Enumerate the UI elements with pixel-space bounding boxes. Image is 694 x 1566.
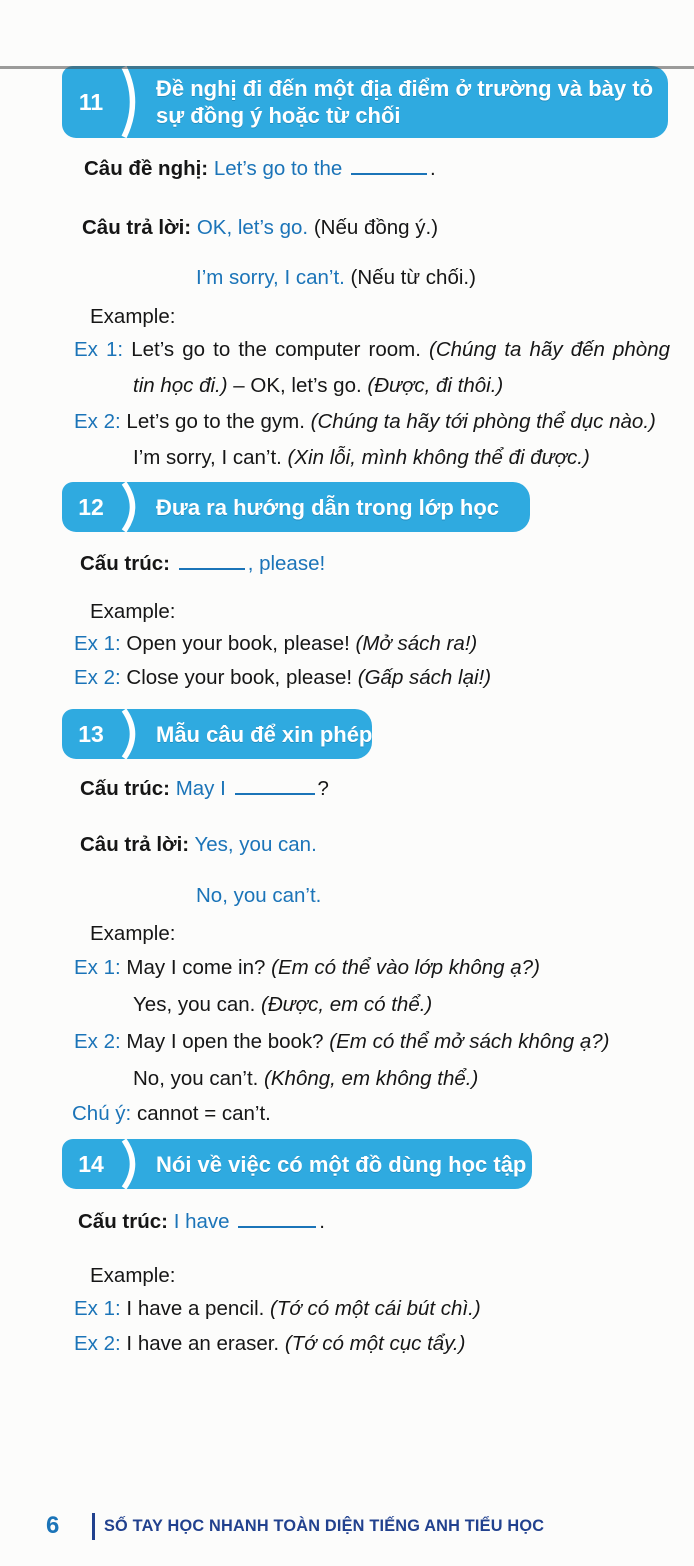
answer-yes-text: Yes, you can. [194,833,317,856]
structure-prefix: I have [173,1210,230,1233]
section-title: Mẫu câu để xin phép [156,721,372,747]
example-2-line2 [133,1060,694,1097]
example-1-vietnamese: (Tớ có một cái bút chì.) [270,1297,481,1320]
section-14-banner [62,1139,532,1189]
example-1-line2 [133,986,694,1023]
example-1-vietnamese: (Mở sách ra!) [355,632,478,655]
suggest-end: . [429,157,436,180]
example-heading [90,302,694,332]
example-2-label: Ex 2: [74,666,121,689]
section-13-banner [62,709,372,759]
example-1-label: Ex 1: [74,632,121,655]
section-12-banner [62,482,530,532]
page-footer [46,1512,544,1540]
example-label: Example: [90,600,176,623]
structure-end: . [319,1210,325,1233]
example-2-vietnamese: (Chúng ta hãy tới phòng thể dục nào.) [310,410,656,433]
example-1-vietnamese-part1: (Chúng ta hãy đến phòng [429,338,670,361]
example-2-label: Ex 2: [74,1030,121,1053]
section-11-banner [62,66,668,138]
structure-label: Cấu trúc: [80,777,170,800]
answer-yes-row [80,830,694,860]
example-2-label: Ex 2: [74,1332,121,1355]
example-2-english: Let’s go to the gym. [126,410,305,433]
section-title-line1: Đề nghị đi đến một địa điểm ở trường và bày tỏ [156,76,654,101]
answer-no-note: (Nếu từ chối.) [350,266,476,289]
answer-no-row [196,263,694,293]
blank-underline [351,161,427,175]
example-label: Example: [90,305,176,328]
example-2-english: May I open the book? [126,1030,324,1053]
section-title: Đưa ra hướng dẫn trong lớp học [156,494,500,520]
answer-no-row [196,881,694,911]
section-14 [0,1139,694,1361]
section-12 [0,482,694,695]
structure-suffix: , please! [247,552,326,575]
example-1-vietnamese: (Em có thể vào lớp không ạ?) [271,956,540,979]
example-heading [90,919,694,949]
example-2-reply-vietnamese: (Không, em không thể.) [264,1067,479,1090]
section-number-badge: 13 [78,720,104,747]
example-2-english: I have an eraser. [126,1332,280,1355]
example-1-label: Ex 1: [74,338,124,361]
structure-label: Cấu trúc: [78,1210,168,1233]
example-1-line [74,1291,694,1326]
example-2-line1 [74,404,694,440]
section-number-badge: 11 [78,88,104,115]
example-1-vietnamese-part2: tin học đi.) [133,374,228,397]
answer-no-text: No, you can’t. [196,884,322,907]
blank-underline [235,781,315,795]
answer-label: Câu trả lời: [80,833,190,856]
answer-yes-note: (Nếu đồng ý.) [313,216,439,239]
example-2-line [74,1326,694,1361]
structure-row [78,1207,694,1237]
note-text: cannot = can’t. [136,1102,271,1125]
example-2-line2 [133,440,694,476]
parenthesis-divider-icon [120,1139,142,1189]
page-number: 6 [46,1512,60,1539]
example-1-line2 [74,368,670,404]
answer-yes-text: OK, let’s go. [196,216,309,239]
example-1-label: Ex 1: [74,1297,121,1320]
parenthesis-divider-icon [120,482,142,532]
example-1-block [74,332,670,404]
example-2-english: Close your book, please! [126,666,353,689]
example-1-reply-vietnamese: (Được, đi thôi.) [367,374,504,397]
section-11 [0,66,694,476]
section-13 [0,709,694,1129]
answer-no-text: I’m sorry, I can’t. [196,266,345,289]
section-number-badge: 14 [78,1150,104,1177]
section-title: Nói về việc có một đồ dùng học tập [156,1151,527,1177]
structure-label: Cấu trúc: [80,552,170,575]
suggest-row [84,154,694,184]
example-1-english: May I come in? [126,956,266,979]
section-title [142,75,661,129]
blank-underline [238,1214,316,1228]
example-label: Example: [90,1264,176,1287]
example-2-line1 [74,1023,694,1060]
example-1-reply: – OK, let’s go. [233,374,362,397]
structure-prefix: May I [175,777,226,800]
answer-label: Câu trả lời: [82,216,192,239]
example-heading [90,1261,694,1291]
example-1-line [74,627,694,661]
example-2-vietnamese: (Gấp sách lại!) [357,666,492,689]
scan-top-edge [0,66,694,69]
blank-underline [179,556,245,570]
note-label: Chú ý: [72,1102,132,1125]
section-title-line2: sự đồng ý hoặc từ chối [156,103,401,128]
example-label: Example: [90,922,176,945]
suggest-label: Câu đề nghị: [84,157,209,180]
footer-divider [92,1513,95,1540]
example-2-reply: I’m sorry, I can’t. [133,446,282,469]
structure-row [80,774,694,804]
example-2-label: Ex 2: [74,410,121,433]
suggest-pattern: Let’s go to the [213,157,343,180]
note-row [72,1099,694,1129]
example-1-line1 [74,332,670,368]
example-2-reply-vietnamese: (Xin lỗi, mình không thể đi được.) [287,446,590,469]
example-2-vietnamese: (Tớ có một cục tẩy.) [284,1332,466,1355]
example-1-line1 [74,949,694,986]
structure-row [80,549,694,579]
example-1-english: I have a pencil. [126,1297,265,1320]
book-title: SỐ TAY HỌC NHANH TOÀN DIỆN TIẾNG ANH TIỂU HỌC [104,1516,545,1535]
example-2-vietnamese: (Em có thể mở sách không ạ?) [329,1030,610,1053]
example-heading [90,597,694,627]
example-1-english: Open your book, please! [126,632,350,655]
example-2-reply: No, you can’t. [133,1067,259,1090]
example-1-reply-vietnamese: (Được, em có thể.) [261,993,433,1016]
parenthesis-divider-icon [120,709,142,759]
example-1-label: Ex 1: [74,956,121,979]
example-2-line [74,661,694,695]
parenthesis-divider-icon [120,66,142,138]
example-1-reply: Yes, you can. [133,993,256,1016]
example-1-english: Let’s go to the computer room. [131,338,421,361]
section-number-badge: 12 [78,493,104,520]
answer-yes-row [82,213,694,243]
structure-end: ? [317,777,329,800]
